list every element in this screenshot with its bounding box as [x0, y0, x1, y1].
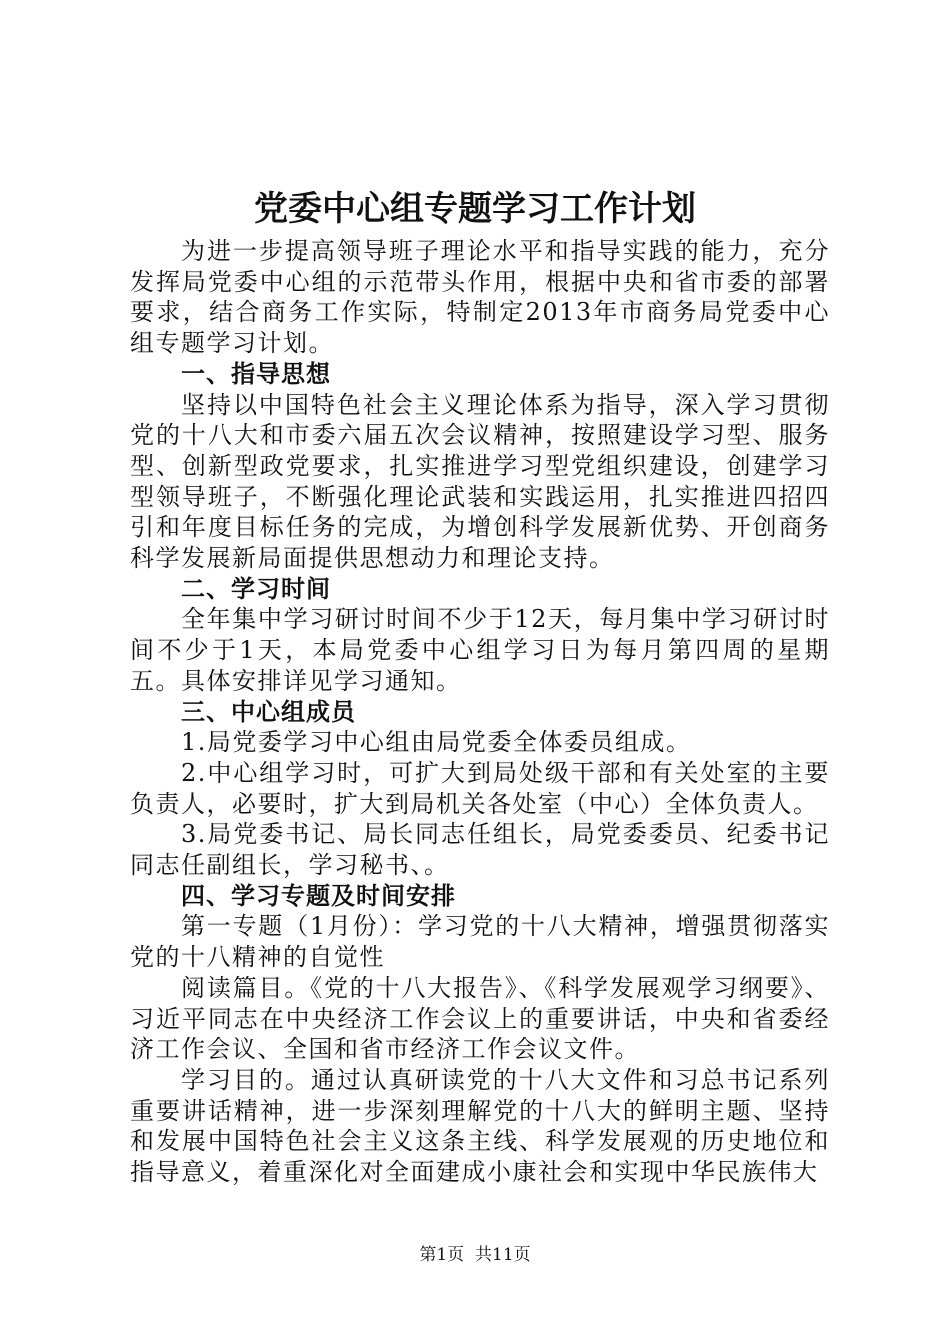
body-paragraph: 阅读篇目。《党的十八大报告》、《科学发展观学习纲要》、习近平同志在中央经济工作会议上的重要讲话，中央和省委经济工作会议、全国和省市经济工作会议文件。 [130, 973, 830, 1064]
body-paragraph: 1.局党委学习中心组由局党委全体委员组成。 [181, 728, 692, 757]
body-paragraph: 全年集中学习研讨时间不少于12天，每月集中学习研讨时间不少于1天，本局党委中心组学习日为每月第四周的星期五。具体安排详见学习通知。 [130, 605, 830, 695]
body-paragraph: 第一专题（1月份）：学习党的十八大精神，增强贯彻落实党的十八精神的自觉性 [130, 912, 830, 972]
body-paragraph: 学习目的。通过认真研读党的十八大文件和习总书记系列重要讲话精神，进一步深刻理解党的十八大的鲜明主题、坚持和发展中国特色社会主义这条主线、科学发展观的历史地位和指导意义，着重深化对全面建成小康社会和实现中华民族伟大 [130, 1065, 830, 1187]
page-footer [0, 1243, 950, 1267]
body-paragraph: 坚持以中国特色社会主义理论体系为指导，深入学习贯彻党的十八大和市委六届五次会议精神，按照建设学习型、服务型、创新型政党要求，扎实推进学习型党组织建设，创建学习型领导班子，不断强化理论武装和实践运用，扎实推进四招四引和年度目标任务的完成，为增创科学发展新优势、开创商务科学发展新局面提供思想动力和理论支持。 [130, 390, 830, 573]
document-body [130, 236, 830, 1188]
page-total: 共11页 [475, 1245, 531, 1265]
section-heading: 二、学习时间 [181, 574, 331, 603]
body-paragraph: 3.局党委书记、局长同志任组长，局党委委员、纪委书记同志任副组长，学习秘书、。 [130, 820, 830, 880]
document-title: 党委中心组专题学习工作计划 [254, 189, 696, 229]
section-heading: 一、指导思想 [181, 359, 331, 388]
section-heading: 三、中心组成员 [181, 697, 356, 726]
page-number: 第1页 [419, 1245, 465, 1265]
body-paragraph: 为进一步提高领导班子理论水平和指导实践的能力，充分发挥局党委中心组的示范带头作用，根据中央和省市委的部署要求，结合商务工作实际，特制定2013年市商务局党委中心组专题学习计划。 [130, 237, 830, 358]
body-paragraph: 2.中心组学习时，可扩大到局处级干部和有关处室的主要负责人，必要时，扩大到局机关各处室（中心）全体负责人。 [130, 758, 830, 818]
section-heading: 四、学习专题及时间安排 [181, 881, 456, 910]
